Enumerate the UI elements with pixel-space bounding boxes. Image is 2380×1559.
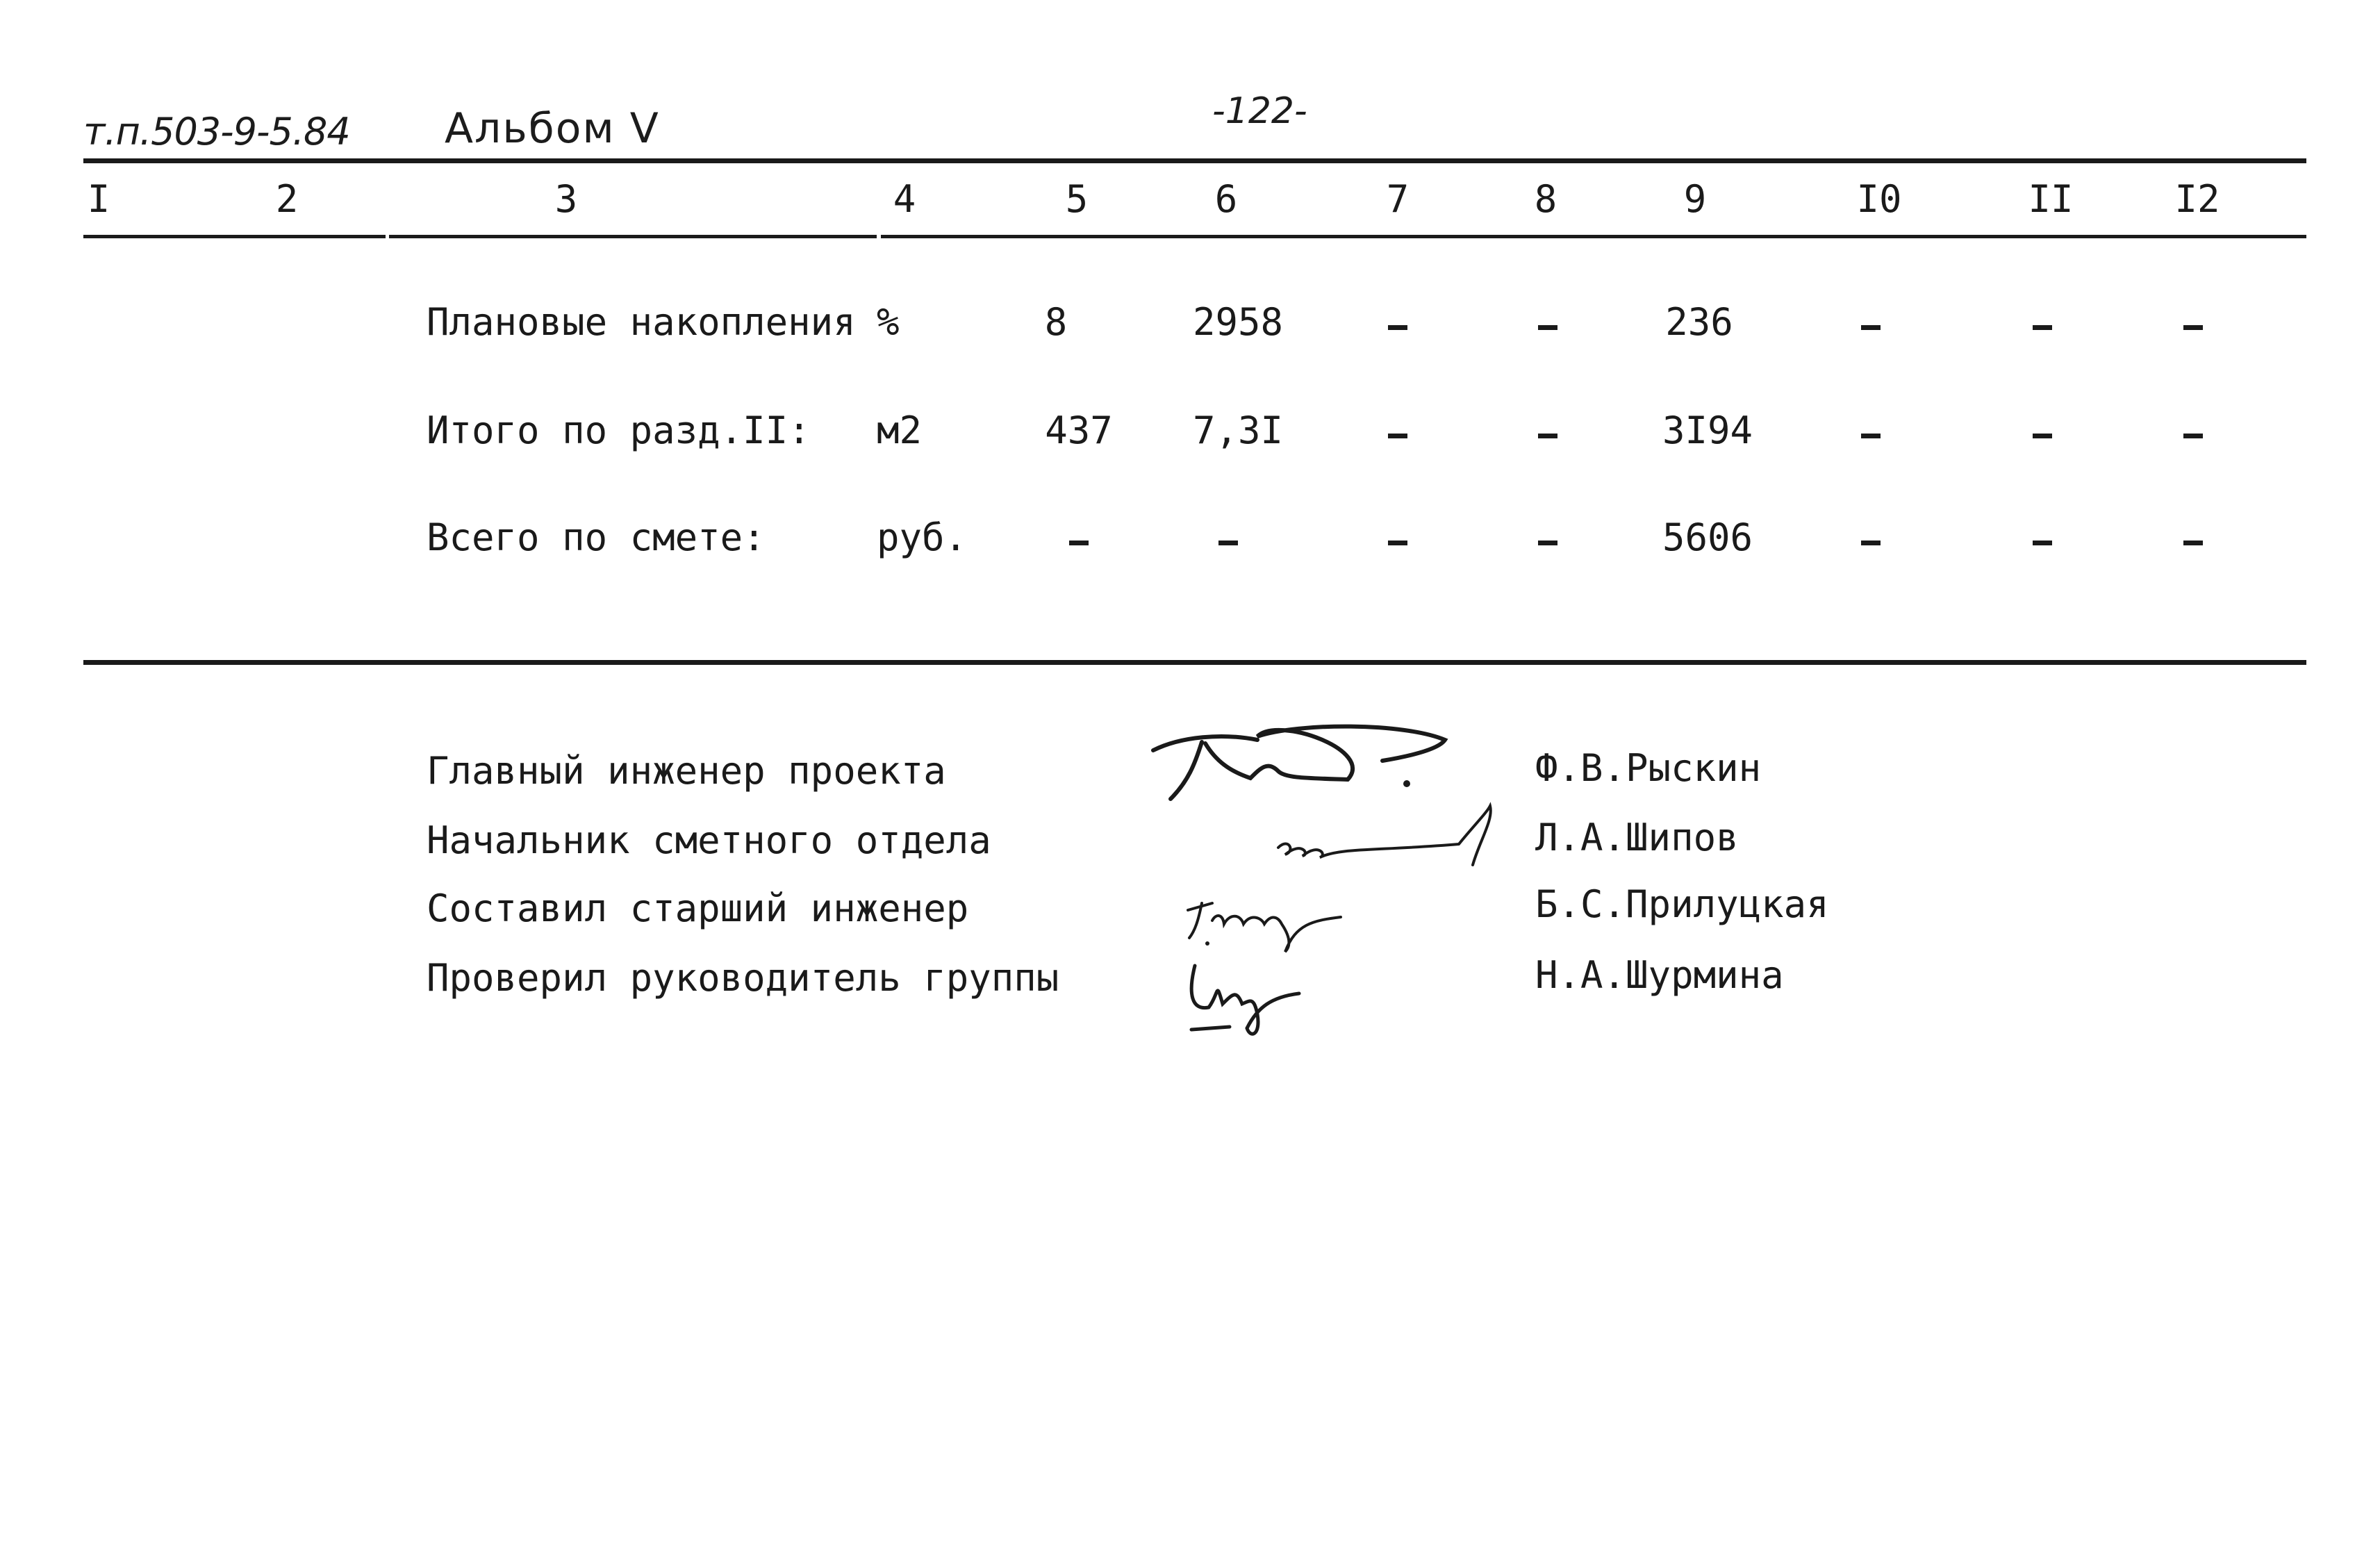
column-number-3: 3 — [554, 177, 578, 221]
document-code: т.п.503-9-5.84 — [83, 110, 350, 154]
table-row-3-unit: руб. — [877, 515, 968, 559]
signature-title-2: Начальник сметного отдела — [427, 818, 991, 862]
table-row-3-col10-dash — [1861, 541, 1881, 545]
table-row-1-name: Плановые накопления — [427, 300, 856, 344]
table-row-3-name: Всего по смете: — [427, 515, 766, 559]
column-number-11: II — [2028, 177, 2074, 221]
column-number-9: 9 — [1683, 177, 1707, 221]
table-row-2-unit: м2 — [877, 409, 923, 452]
signature-title-4: Проверил руководитель группы — [427, 956, 1059, 1000]
column-number-2: 2 — [275, 177, 299, 221]
table-row-3-col12-dash — [2183, 541, 2203, 545]
table-bottom-rule — [83, 660, 2306, 665]
table-row-2-col11-dash — [2033, 434, 2052, 438]
column-number-10: I0 — [1856, 177, 1902, 221]
table-row-1-col6: 2958 — [1192, 300, 1284, 344]
signature-mark-4 — [1181, 952, 1320, 1042]
column-number-4: 4 — [893, 177, 916, 221]
header-rule-segment — [389, 235, 877, 238]
table-row-2-col7-dash — [1388, 434, 1407, 438]
table-row-2-col6: 7,3I — [1192, 409, 1284, 452]
table-row-2-col8-dash — [1538, 434, 1557, 438]
signature-name-3: Б.С.Прилуцкая — [1535, 882, 1829, 926]
table-row-3-col11-dash — [2033, 541, 2052, 545]
top-rule — [83, 158, 2306, 163]
table-row-3-col7-dash — [1388, 541, 1407, 545]
table-row-1-col5: 8 — [1044, 300, 1068, 344]
table-row-3-col6-dash — [1218, 541, 1238, 545]
table-row-2-col5: 437 — [1045, 409, 1113, 452]
table-row-1-col8-dash — [1538, 325, 1557, 330]
table-row-3-col5-dash — [1069, 541, 1089, 545]
table-row-2-col12-dash — [2183, 434, 2203, 438]
table-row-1-col12-dash — [2183, 325, 2203, 330]
signature-title-3: Составил старший инженер — [427, 886, 969, 930]
column-number-7: 7 — [1386, 177, 1410, 221]
table-row-3-col9: 5606 — [1662, 515, 1753, 559]
table-row-1-col10-dash — [1861, 325, 1881, 330]
album-label: Альбом V — [445, 104, 660, 153]
table-row-1-col11-dash — [2033, 325, 2052, 330]
header-rule-segment — [881, 235, 2306, 238]
header-rule-segment — [83, 235, 386, 238]
table-row-2-col10-dash — [1861, 434, 1881, 438]
column-number-12: I2 — [2174, 177, 2220, 221]
table-row-1-col9: 236 — [1665, 300, 1733, 344]
table-row-2-name: Итого по разд.II: — [427, 409, 811, 452]
signature-title-1: Главный инженер проекта — [427, 749, 946, 793]
signature-mark-3 — [1174, 882, 1369, 959]
table-row-2-col9: 3I94 — [1662, 409, 1753, 452]
signature-name-4: Н.А.Шурмина — [1535, 953, 1784, 997]
signature-mark-2 — [1264, 799, 1514, 875]
signature-mark-1 — [1139, 702, 1473, 806]
signature-name-2: Л.А.Шипов — [1535, 816, 1739, 859]
column-number-5: 5 — [1065, 177, 1089, 221]
column-number-8: 8 — [1534, 177, 1557, 221]
table-row-1-unit: % — [877, 300, 900, 344]
column-number-6: 6 — [1214, 177, 1238, 221]
column-number-1: I — [87, 177, 110, 221]
page-number: -122- — [1212, 90, 1307, 132]
signature-name-1: Ф.В.Рыскин — [1535, 746, 1762, 790]
table-row-1-col7-dash — [1388, 325, 1407, 330]
table-row-3-col8-dash — [1538, 541, 1557, 545]
